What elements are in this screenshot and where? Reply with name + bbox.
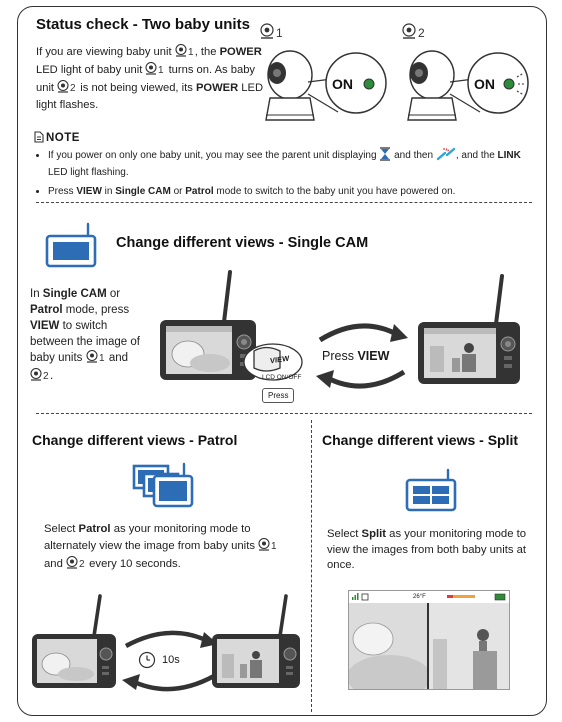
note-item-2-text-d: mode to switch to the baby unit you have powered on. (213, 186, 456, 197)
single-cam-bold-patrol: Patrol (30, 304, 63, 316)
split-icon (404, 466, 458, 514)
status-text-3: LED light of baby unit (36, 64, 143, 76)
power-label-1: POWER (219, 46, 262, 58)
press-view-bold: VIEW (357, 349, 390, 363)
note-item-2-text-a: Press (48, 186, 77, 197)
note-view-label: VIEW (76, 186, 102, 197)
note-item-1-text-c: , and the (455, 150, 498, 161)
single-cam-text-4: to switch between the image of baby units (30, 320, 140, 364)
patrol-text-1: Select (44, 523, 79, 535)
svg-text:2: 2 (70, 83, 76, 93)
divider-1 (36, 202, 532, 203)
svg-text:2: 2 (43, 371, 49, 381)
note-patrol-label: Patrol (185, 186, 214, 197)
lcd-onoff-label: LCD ON/OFF (262, 374, 302, 381)
status-text-2: , the (194, 46, 220, 58)
patrol-text-3: and (44, 558, 63, 570)
note-item-1-text-b: and then (394, 150, 434, 161)
patrol-title: Change different views - Patrol (32, 432, 238, 448)
status-text (36, 44, 268, 113)
split-text-2: as your monitoring mode to view the images from both baby units at once. (327, 528, 527, 571)
single-cam-text (30, 286, 148, 386)
svg-text:1: 1 (187, 47, 194, 57)
baby-unit-2-icon (57, 80, 77, 98)
single-cam-text-5: and (105, 352, 129, 364)
note-title: NOTE (46, 132, 80, 144)
status-text-1: If you are viewing baby unit (36, 46, 172, 58)
divider-2 (36, 413, 532, 414)
press-view-text: Press (322, 349, 358, 363)
note-item-2-text-b: in (101, 186, 116, 197)
single-cam-title: Change different views - Single CAM (116, 235, 369, 251)
split-status-temp: 26°F (413, 594, 426, 600)
baby-unit-1-icon (145, 62, 165, 80)
camera-label-2: 2 (418, 26, 425, 40)
note-item-1-text-d: LED light flashing. (48, 166, 129, 178)
camera-label-1-icon (261, 24, 273, 38)
patrol-icon (130, 460, 200, 510)
split-title: Change different views - Split (322, 432, 519, 448)
view-button-label: VIEW (270, 353, 290, 366)
split-text-1: Select (327, 528, 362, 540)
on-label-1: ON (332, 76, 353, 92)
press-button[interactable]: Press (262, 388, 294, 403)
clock-icon (138, 651, 156, 674)
power-label-2: POWER (195, 82, 239, 94)
patrol-text-4: every 10 seconds. (86, 558, 181, 570)
on-label-2: ON (474, 76, 495, 92)
status-text-5: is not being viewed, its (77, 82, 196, 94)
single-cam-bold-single: Single CAM (42, 288, 107, 300)
patrol-text (44, 522, 286, 575)
svg-text:1: 1 (158, 65, 165, 75)
press-view-label (322, 349, 389, 363)
split-screen-preview (348, 590, 510, 690)
svg-text:1: 1 (271, 540, 277, 551)
note-item-2-text-c: or (170, 186, 186, 197)
power-led-on (364, 79, 374, 89)
note-header (34, 131, 80, 146)
single-cam-bold-view: VIEW (30, 320, 60, 332)
note-item-2 (48, 185, 536, 199)
divider-vertical (311, 420, 312, 712)
single-cam-text-2: or (106, 288, 121, 300)
baby-camera-1-illustration (258, 20, 388, 130)
split-screen-images (349, 603, 509, 689)
split-text (327, 527, 532, 574)
patrol-text-2: as your monitoring mode to alternately view the image from baby units (44, 523, 255, 552)
baby-camera-2-illustration (400, 20, 530, 130)
note-item-1-text-a: If you power on only one baby unit, you may see the parent unit displaying (48, 150, 377, 161)
parent-unit-view-1 (158, 266, 306, 406)
patrol-timer-label: 10s (162, 654, 180, 666)
camera-label-2-icon (403, 24, 415, 38)
single-cam-text-6: . (50, 370, 54, 382)
status-text-4: turns on. As baby unit (36, 64, 256, 94)
single-cam-text-1: In (30, 288, 43, 300)
hourglass-icon (379, 147, 391, 166)
status-title: Status check - Two baby units (36, 16, 250, 33)
power-led-flashing (504, 79, 514, 89)
camera-label-1: 1 (276, 26, 283, 40)
parent-unit-view-2 (416, 272, 526, 388)
note-link-label: LINK (497, 150, 521, 161)
patrol-parent-unit-2 (210, 592, 306, 696)
baby-unit-1-icon (175, 44, 195, 62)
single-cam-icon (44, 220, 98, 268)
baby-unit-1-icon (258, 538, 278, 557)
single-cam-text-3: mode, press (62, 304, 130, 316)
note-single-label: Single CAM (115, 186, 171, 197)
patrol-parent-unit-1 (30, 592, 120, 696)
note-icon (34, 131, 44, 146)
patrol-bold: Patrol (78, 523, 111, 535)
baby-unit-1-icon (86, 350, 106, 368)
svg-text:1: 1 (98, 353, 105, 363)
svg-text:2: 2 (79, 559, 85, 569)
baby-unit-2-icon (66, 556, 86, 575)
link-broken-icon (436, 147, 456, 166)
note-list (36, 147, 536, 205)
baby-unit-2-icon (30, 368, 50, 386)
note-item-1 (48, 147, 536, 179)
split-bold: Split (361, 528, 387, 540)
status-text-6: LED light flashes. (36, 82, 264, 111)
